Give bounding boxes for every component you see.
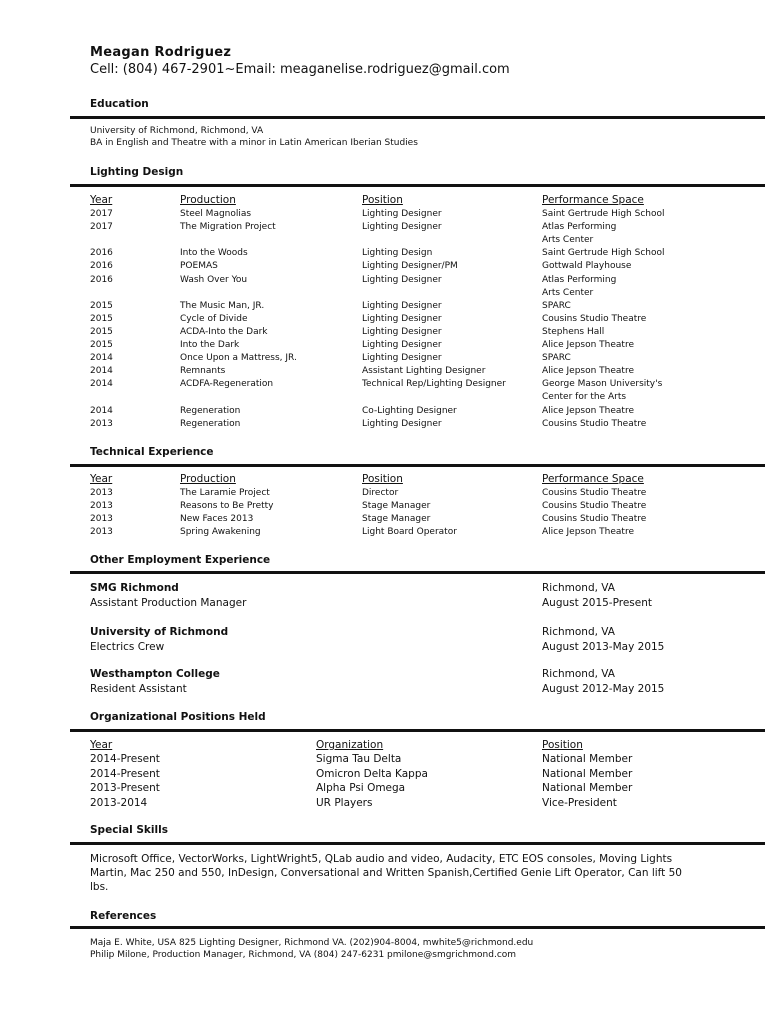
technical-cell-year: 2013: [90, 488, 113, 498]
employment-location: Richmond, VA: [542, 582, 615, 594]
org-cell-position: National Member: [542, 782, 633, 794]
technical-cell-position: Director: [362, 488, 399, 498]
org-cell-organization: Sigma Tau Delta: [316, 753, 402, 765]
technical-cell-space: Cousins Studio Theatre: [542, 514, 647, 524]
technical-cell-position: Light Board Operator: [362, 527, 457, 537]
technical-cell-production: Spring Awakening: [180, 527, 261, 537]
employment-dates: August 2013-May 2015: [542, 641, 665, 653]
org-cell-position: Vice-President: [542, 796, 617, 809]
employment-role: Resident Assistant: [90, 683, 187, 695]
org-cell-year: 2013-Present: [90, 782, 160, 794]
lighting-cell-production: ACDFA-Regeneration: [180, 379, 274, 390]
org-cell-position: National Member: [542, 753, 633, 765]
employment-role: Electrics Crew: [90, 641, 165, 653]
technical-cell-production: The Laramie Project: [180, 488, 270, 498]
education-line: University of Richmond, Richmond, VA: [90, 126, 264, 136]
lighting-cell-position: Lighting Designer: [362, 418, 442, 429]
lighting-cell-space: Stephens Hall: [542, 326, 605, 337]
lighting-cell-position: Technical Rep/Lighting Designer: [362, 379, 506, 390]
lighting-cell-production: The Music Man, JR.: [180, 300, 265, 311]
lighting-cell-production: ACDA-Into the Dark: [180, 326, 268, 337]
technical-cell-year: 2013: [90, 514, 113, 524]
education-rule: [70, 116, 765, 119]
lighting-heading: Lighting Design: [90, 166, 184, 178]
organizations-rule: [70, 729, 765, 732]
technical-cell-position: Stage Manager: [362, 501, 431, 511]
lighting-cell-space: Cousins Studio Theatre: [542, 313, 647, 324]
employment-location: Richmond, VA: [542, 668, 615, 680]
lighting-cell-production: Steel Magnolias: [180, 209, 252, 219]
lighting-cell-production: Cycle of Divide: [180, 313, 248, 324]
lighting-cell-production: Into the Dark: [180, 340, 240, 350]
technical-cell-production: Reasons to Be Pretty: [180, 501, 274, 511]
lighting-cell-year: 2014: [90, 405, 113, 416]
lighting-cell-space: Atlas Performing: [542, 222, 617, 233]
reference-line: Maja E. White, USA 825 Lighting Designer, Richmond VA. (202)904-8004, mwhite5@richmond.edu: [90, 938, 534, 948]
skills-text: Microsoft Office, VectorWorks, LightWright5, QLab audio and video, Audacity, ETC EOS consoles, Moving Lights Martin, Mac 250 and 550, InDesign, Conversational and Written Spanish,Certified Genie Lift Operator, Can lift 50 lbs.: [90, 853, 682, 893]
education-heading: Education: [90, 98, 149, 110]
lighting-cell-position: Lighting Designer: [362, 300, 442, 311]
lighting-cell-production: Regeneration: [180, 418, 241, 429]
technical-cell-space: Cousins Studio Theatre: [542, 488, 647, 498]
lighting-header-space: Performance Space: [542, 194, 644, 206]
technical-header-year: Year: [90, 473, 113, 485]
lighting-cell-position: Lighting Designer: [362, 326, 442, 337]
org-cell-organization: UR Players: [316, 796, 373, 809]
lighting-cell-year: 2015: [90, 300, 113, 311]
lighting-cell-position: Lighting Designer/PM: [362, 261, 458, 272]
lighting-cell-position: Lighting Designer: [362, 209, 442, 219]
employment-rule: [70, 571, 765, 574]
technical-cell-year: 2013: [90, 527, 113, 537]
employment-dates: August 2012-May 2015: [542, 683, 665, 695]
candidate-name: Meagan Rodriguez: [90, 45, 232, 60]
lighting-cell-space: Atlas Performing: [542, 274, 617, 285]
lighting-cell-space: Alice Jepson Theatre: [542, 405, 634, 416]
lighting-cell-space: Saint Gertrude High School: [542, 248, 665, 259]
lighting-cell-year: 2017: [90, 209, 113, 219]
lighting-cell-position: Lighting Designer: [362, 222, 442, 233]
lighting-cell-production: Remnants: [180, 366, 226, 377]
lighting-cell-space: Cousins Studio Theatre: [542, 418, 647, 429]
lighting-cell-year: 2015: [90, 326, 113, 337]
technical-header-production: Production: [180, 473, 236, 485]
lighting-cell-space: Alice Jepson Theatre: [542, 340, 634, 350]
technical-cell-position: Stage Manager: [362, 514, 431, 524]
lighting-cell-year: 2016: [90, 261, 113, 272]
lighting-cell-year: 2016: [90, 248, 113, 259]
lighting-header-year: Year: [90, 194, 113, 206]
lighting-cell-space: Center for the Arts: [542, 392, 627, 403]
lighting-cell-production: The Migration Project: [180, 222, 276, 233]
lighting-cell-year: 2014: [90, 366, 113, 377]
org-cell-organization: Omicron Delta Kappa: [316, 767, 428, 780]
skills-heading: Special Skills: [90, 824, 168, 836]
lighting-cell-production: Regeneration: [180, 405, 241, 416]
lighting-cell-production: Into the Woods: [180, 248, 248, 259]
technical-cell-year: 2013: [90, 501, 113, 511]
lighting-cell-space: SPARC: [542, 300, 571, 311]
org-header-organization: Organization: [316, 739, 384, 751]
org-cell-year: 2014-Present: [90, 767, 160, 780]
lighting-cell-position: Assistant Lighting Designer: [362, 366, 486, 377]
lighting-cell-production: POEMAS: [180, 261, 218, 272]
lighting-cell-space: Alice Jepson Theatre: [542, 366, 634, 377]
skills-rule: [70, 842, 765, 845]
technical-header-space: Performance Space: [542, 473, 644, 485]
technical-cell-space: Alice Jepson Theatre: [542, 527, 634, 537]
lighting-cell-production: Wash Over You: [180, 274, 248, 285]
references-heading: References: [90, 910, 157, 922]
employment-heading: Other Employment Experience: [90, 554, 271, 566]
org-cell-organization: Alpha Psi Omega: [316, 782, 406, 794]
org-cell-year: 2014-Present: [90, 753, 160, 765]
employment-dates: August 2015-Present: [542, 597, 652, 609]
lighting-cell-space: George Mason University's: [542, 379, 663, 390]
lighting-cell-position: Lighting Designer: [362, 313, 442, 324]
lighting-cell-space: Saint Gertrude High School: [542, 209, 665, 219]
org-header-position: Position: [542, 739, 583, 751]
lighting-cell-production: Once Upon a Mattress, JR.: [180, 353, 297, 364]
lighting-cell-year: 2014: [90, 379, 113, 390]
references-rule: [70, 926, 765, 929]
lighting-cell-space: Gottwald Playhouse: [542, 261, 632, 272]
reference-line: Philip Milone, Production Manager, Richmond, VA (804) 247-6231 pmilone@smgrichmond.com: [90, 950, 517, 960]
employment-role: Assistant Production Manager: [90, 597, 247, 609]
technical-heading: Technical Experience: [90, 446, 214, 458]
lighting-rule: [70, 184, 765, 187]
org-cell-year: 2013-2014: [90, 796, 148, 809]
contact-line: Cell: (804) 467-2901~Email: meaganelise.rodriguez@gmail.com: [90, 62, 510, 77]
lighting-cell-year: 2014: [90, 353, 113, 364]
org-header-year: Year: [90, 739, 113, 751]
lighting-cell-year: 2013: [90, 418, 113, 429]
lighting-header-position: Position: [362, 194, 403, 206]
employer-name: Westhampton College: [90, 668, 220, 680]
lighting-cell-year: 2015: [90, 313, 113, 324]
employer-name: SMG Richmond: [90, 582, 179, 594]
education-line: BA in English and Theatre with a minor in Latin American Iberian Studies: [90, 138, 418, 148]
lighting-cell-year: 2016: [90, 274, 113, 285]
technical-cell-production: New Faces 2013: [180, 514, 254, 524]
technical-header-position: Position: [362, 473, 403, 485]
lighting-cell-position: Lighting Designer: [362, 353, 442, 364]
lighting-cell-position: Lighting Designer: [362, 340, 442, 350]
lighting-cell-space: Arts Center: [542, 235, 594, 246]
lighting-cell-position: Co-Lighting Designer: [362, 405, 457, 416]
organizations-heading: Organizational Positions Held: [90, 711, 266, 723]
lighting-cell-year: 2015: [90, 340, 113, 350]
lighting-header-production: Production: [180, 194, 236, 206]
lighting-cell-space: Arts Center: [542, 287, 594, 298]
lighting-cell-position: Lighting Design: [362, 248, 433, 259]
employer-name: University of Richmond: [90, 626, 229, 638]
org-cell-position: National Member: [542, 767, 633, 780]
lighting-cell-position: Lighting Designer: [362, 274, 442, 285]
technical-cell-space: Cousins Studio Theatre: [542, 501, 647, 511]
lighting-cell-year: 2017: [90, 222, 113, 233]
employment-location: Richmond, VA: [542, 626, 615, 638]
technical-rule: [70, 464, 765, 467]
lighting-cell-space: SPARC: [542, 353, 571, 364]
